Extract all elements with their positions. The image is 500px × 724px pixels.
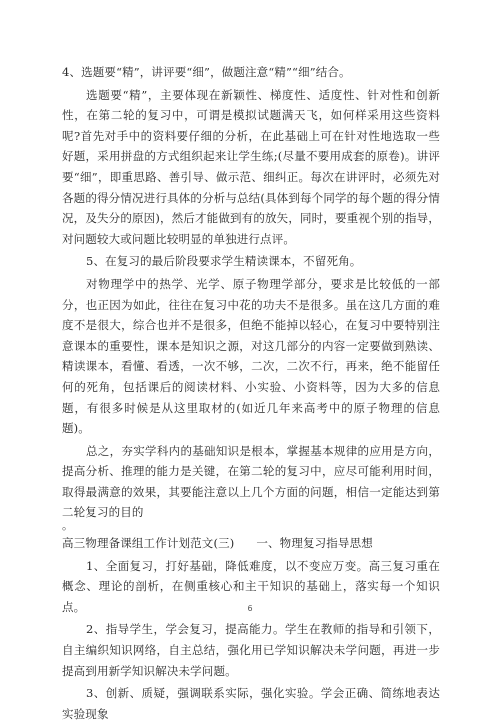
paragraph-point-5-body: 对物理学中的热学、光学、原子物理学部分，要求是比较低的一部分，也正因为如此，往往在复习中花的功夫不是很多。虽在这几方面的难度不是很大，综合也并不是很多，但绝不能掉以轻心，在复习中要特别注意课本的重要性，课本是知识之源，对这几部分的内容一定要做到熟读、精读课本，看懂、看透，一次不够，二次，二次不行，再来，绝不能留任何的死角，包括课后的阅读材料、小实验、小资料等，因为大多的信息题，有很多时候是从这里取材的(如近几年来高考中的原子物理的信息题)。	[62, 276, 440, 436]
paragraph-point-4-body: 选题要“精”，主要体现在新颖性、梯度性、适度性、针对性和创新性，在第二轮的复习中，可谓是模拟试题满天飞，如何样采用这些资料呢?首先对手中的资料要仔细的分析，在此基础上可在针对性地选取一些好题，采用拼盘的方式组织起来让学生练;(尽量不要用成套的原卷)。讲评要“细”，即重思路、善引导、做示范、细纠正。每次在讲评时，必须先对各题的得分情况进行具体的分析与总结(具体到每个同学的每个题的得分情况，及失分的原因)，然后才能做到有的放矢，同时，要重视个别的指导，对问题较大或问题比较明显的单独进行点评。	[62, 87, 440, 246]
paragraph-summary: 总之，夯实学科内的基础知识是根本，掌握基本规律的应用是方向，提高分析、推理的能力是关键，在第二轮的复习中，应尽可能利用时间，取得最满意的效果，其要能注意以上几个方面的问题，相信一定能达到第二轮复习的目的	[62, 443, 440, 520]
section-title: 高三物理备课组工作计划范文(三)	[62, 536, 235, 551]
paragraph-summary-end-mark: 。	[62, 519, 74, 533]
paragraph-item-1: 1、全面复习，打好基础，降低难度，以不变应万变。高三复习重在概念、理论的剖析，在侧重核心和主干知识的基础上，落实每一个知识点。	[62, 558, 440, 614]
paragraph-point-4-heading: 4、选题要“精”，讲评要“细”，做题注意“精”“细”结合。	[62, 65, 351, 79]
paragraph-item-3: 3、创新、质疑，强调联系实际，强化实验。学会正确、简练地表达实验现象	[62, 686, 440, 721]
paragraph-item-2: 2、指导学生，学会复习，提高能力。学生在教师的指导和引领下，自主编织知识网络，自主总结，强化用已学知识解决未学问题，再进一步提高到用新学知识解决未学问题。	[62, 622, 440, 678]
section-subtitle: 一、物理复习指导思想	[256, 536, 373, 551]
page-number: 6	[247, 604, 253, 613]
page-content	[62, 62, 440, 724]
section-heading-line	[62, 533, 440, 554]
paragraph-point-5-heading: 5、在复习的最后阶段要求学生精读课本，不留死角。	[86, 254, 362, 269]
